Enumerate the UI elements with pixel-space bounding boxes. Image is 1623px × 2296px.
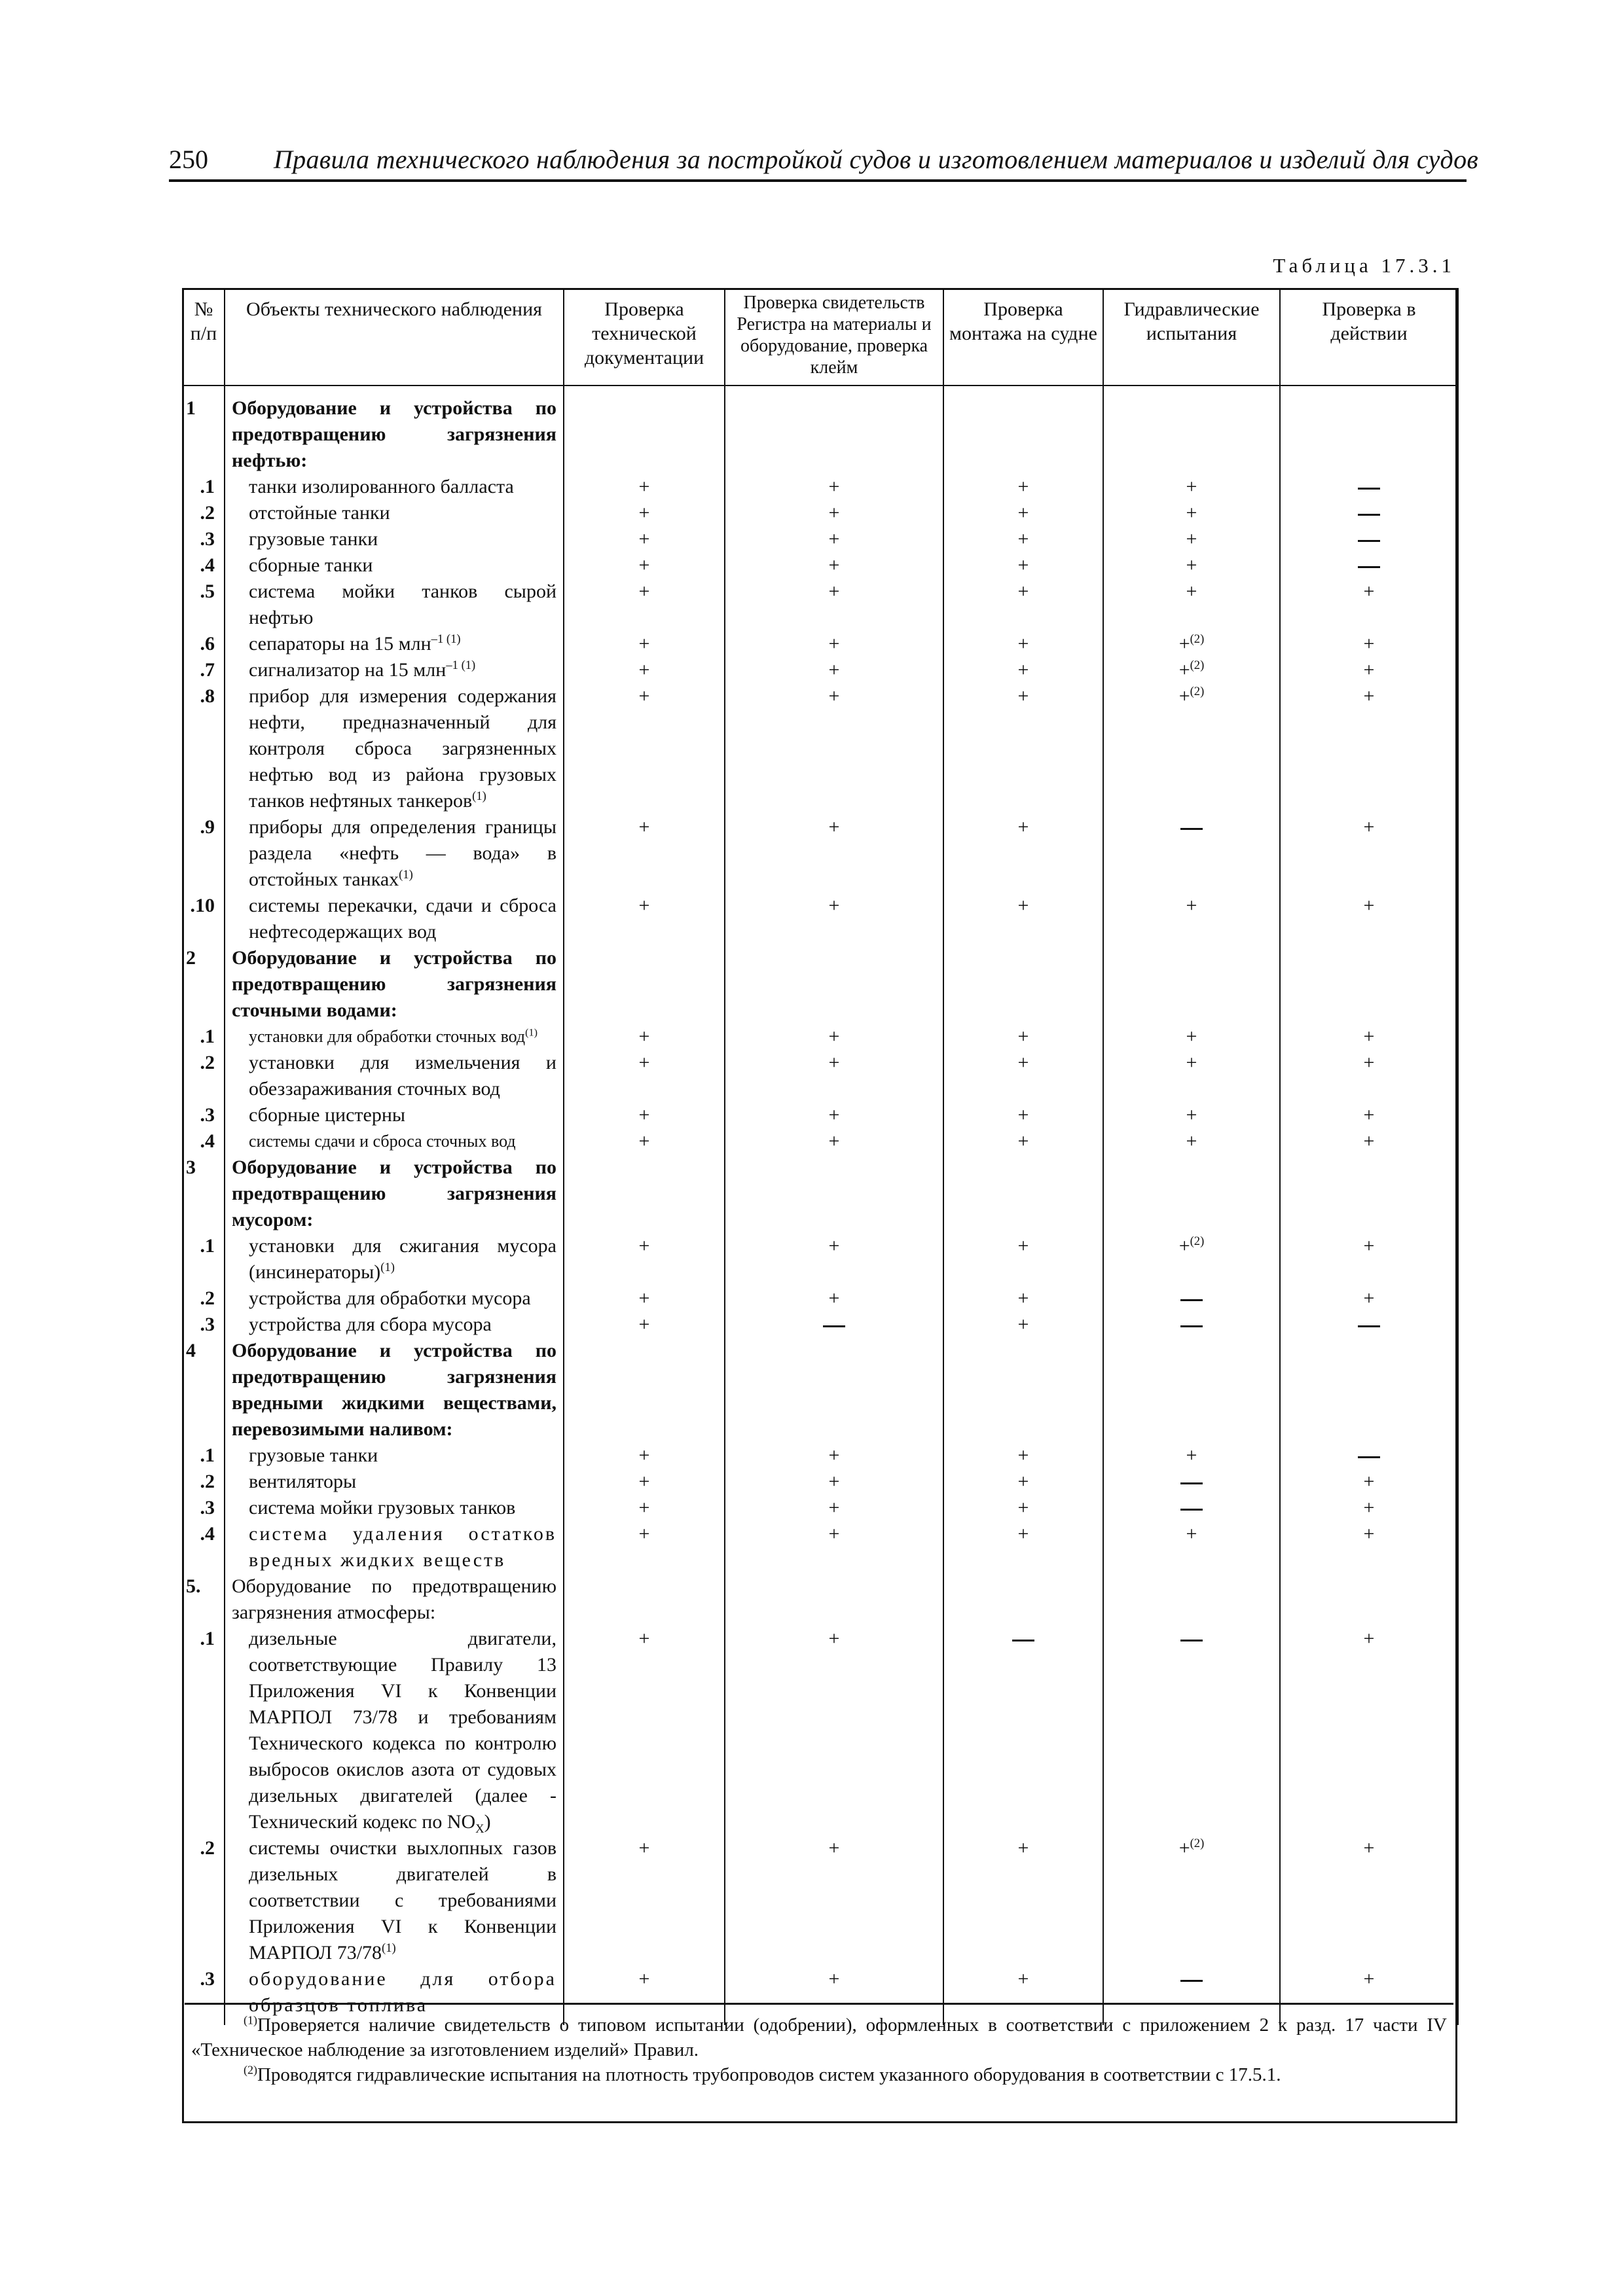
dash-mark: [1180, 1640, 1203, 1641]
check-mark: +: [564, 1835, 725, 1966]
check-mark: +: [1280, 1966, 1458, 2025]
dash-mark: [1180, 1980, 1203, 1982]
object-name: система мойки грузовых танков: [225, 1495, 564, 1521]
check-mark: +: [943, 657, 1103, 683]
check-mark: +: [725, 500, 943, 526]
check-mark: +: [943, 1050, 1103, 1102]
row-number: .3: [183, 526, 225, 552]
table-row: [183, 814, 1458, 893]
object-name: Оборудование и устройства по предотвращению загрязнения сточными водами:: [225, 945, 564, 1024]
table-row: [183, 526, 1458, 552]
check-mark: +: [564, 500, 725, 526]
check-mark: [725, 945, 943, 1024]
dash-mark: [1358, 566, 1380, 568]
check-mark: +: [564, 1102, 725, 1128]
table-row: [183, 1443, 1458, 1469]
table-row: [183, 1521, 1458, 1573]
table-row: [183, 579, 1458, 631]
check-mark: +: [564, 893, 725, 945]
check-mark: [943, 1155, 1103, 1233]
check-mark: +: [1280, 1102, 1458, 1128]
row-number: 2: [183, 945, 225, 1024]
check-mark: +: [564, 1495, 725, 1521]
object-name: системы очистки выхлопных газов дизельных двигателей в соответствии с требованиями Приложения VI к Конвенции МАРПОЛ 73/78$^{(1)}$: [225, 1835, 564, 1966]
row-number: .1: [183, 1024, 225, 1050]
check-mark: [943, 945, 1103, 1024]
row-number: .1: [183, 1443, 225, 1469]
check-mark: [1280, 386, 1458, 474]
check-mark: [1103, 1469, 1280, 1495]
table-row: [183, 552, 1458, 579]
row-number: .3: [183, 1312, 225, 1338]
footnote-1: $^{(1)}$Проверяется наличие свидетельств о типовом испытании (одобрении), оформленных в соответствии с приложением 2 к разд. 17 части IV «Техническое наблюдение за изготовлением изделий» Правил.: [191, 2013, 1447, 2060]
check-mark: [1103, 1312, 1280, 1338]
check-mark: +: [725, 1443, 943, 1469]
check-mark: +: [725, 683, 943, 814]
table-row: [183, 945, 1458, 1024]
table-row: [183, 1312, 1458, 1338]
dash-mark: [1358, 1325, 1380, 1327]
check-mark: +: [725, 1024, 943, 1050]
check-mark: +$^{(2)}$: [1103, 657, 1280, 683]
check-mark: +: [725, 1626, 943, 1835]
table-row: [183, 500, 1458, 526]
check-mark: [943, 1626, 1103, 1835]
row-number: .2: [183, 1835, 225, 1966]
object-name: Оборудование и устройства по предотвращению загрязнения мусором:: [225, 1155, 564, 1233]
table-row: [183, 657, 1458, 683]
check-mark: +: [1280, 1128, 1458, 1155]
check-mark: +: [1103, 579, 1280, 631]
check-mark: +$^{(2)}$: [1103, 631, 1280, 657]
check-mark: +: [1103, 474, 1280, 500]
check-mark: +: [1280, 1024, 1458, 1050]
check-mark: +$^{(2)}$: [1103, 1233, 1280, 1285]
check-mark: +: [943, 814, 1103, 893]
check-mark: +: [725, 1521, 943, 1573]
check-mark: +: [943, 1102, 1103, 1128]
table-row: [183, 1626, 1458, 1835]
check-mark: +: [1280, 657, 1458, 683]
col-header-hydraulic-tests: Гидравлические испытания: [1103, 289, 1280, 386]
check-mark: +: [1280, 1521, 1458, 1573]
check-mark: +: [564, 1128, 725, 1155]
running-head: [169, 139, 1479, 182]
object-name: сборные цистерны: [225, 1102, 564, 1128]
check-mark: +: [564, 657, 725, 683]
dash-mark: [1012, 1640, 1034, 1641]
check-mark: +: [943, 1521, 1103, 1573]
check-mark: +: [1103, 500, 1280, 526]
check-mark: [943, 1338, 1103, 1443]
check-mark: +: [1103, 1102, 1280, 1128]
check-mark: +: [564, 526, 725, 552]
table-row: [183, 1338, 1458, 1443]
dash-mark: [1180, 1482, 1203, 1484]
check-mark: +: [943, 1233, 1103, 1285]
dash-mark: [1180, 1509, 1203, 1511]
check-mark: [1280, 1573, 1458, 1626]
check-mark: +: [564, 631, 725, 657]
check-mark: +: [725, 474, 943, 500]
check-mark: +: [725, 893, 943, 945]
check-mark: +: [725, 1102, 943, 1128]
check-mark: +: [564, 579, 725, 631]
check-mark: +: [564, 1443, 725, 1469]
check-mark: +: [943, 500, 1103, 526]
check-mark: +: [943, 683, 1103, 814]
object-name: устройства для обработки мусора: [225, 1285, 564, 1312]
check-mark: [725, 1573, 943, 1626]
table-row: [183, 1469, 1458, 1495]
row-number: .1: [183, 1626, 225, 1835]
check-mark: +: [564, 552, 725, 579]
row-number: 5.: [183, 1573, 225, 1626]
check-mark: [564, 386, 725, 474]
row-number: .1: [183, 474, 225, 500]
object-name: приборы для определения границы раздела «нефть — вода» в отстойных танках$^{(1)}$: [225, 814, 564, 893]
object-name: системы сдачи и сброса сточных вод: [225, 1128, 564, 1155]
check-mark: [1280, 945, 1458, 1024]
object-name: сигнализатор на 15 млн$^{-1 (1)}$: [225, 657, 564, 683]
check-mark: [1103, 1155, 1280, 1233]
row-number: .5: [183, 579, 225, 631]
object-name: сепараторы на 15 млн$^{-1 (1)}$: [225, 631, 564, 657]
col-header-objects: Объекты технического наблюдения: [225, 289, 564, 386]
row-number: .8: [183, 683, 225, 814]
check-mark: +: [1103, 1024, 1280, 1050]
object-name: установки для сжигания мусора (инсинераторы)$^{(1)}$: [225, 1233, 564, 1285]
check-mark: [1103, 1626, 1280, 1835]
check-mark: [1280, 552, 1458, 579]
row-number: .2: [183, 1050, 225, 1102]
col-header-operation-check: Проверка в действии: [1280, 289, 1458, 386]
table-row: [183, 1573, 1458, 1626]
check-mark: +: [1103, 1443, 1280, 1469]
object-name: Оборудование и устройства по предотвращению загрязнения вредными жидкими веществами, перевозимыми наливом:: [225, 1338, 564, 1443]
check-mark: +: [943, 1495, 1103, 1521]
check-mark: +: [725, 1233, 943, 1285]
check-mark: +: [564, 1024, 725, 1050]
check-mark: [1103, 386, 1280, 474]
table-row: [183, 1050, 1458, 1102]
object-name: Оборудование и устройства по предотвращению загрязнения нефтью:: [225, 386, 564, 474]
row-number: .3: [183, 1102, 225, 1128]
dash-mark: [823, 1325, 845, 1327]
row-number: 1: [183, 386, 225, 474]
row-number: .6: [183, 631, 225, 657]
check-mark: +: [564, 1312, 725, 1338]
object-name: грузовые танки: [225, 526, 564, 552]
check-mark: +: [943, 474, 1103, 500]
check-mark: +: [725, 1495, 943, 1521]
check-mark: +: [564, 1966, 725, 2025]
object-name: Оборудование по предотвращению загрязнения атмосферы:: [225, 1573, 564, 1626]
check-mark: [1103, 1573, 1280, 1626]
check-mark: [1103, 814, 1280, 893]
check-mark: +: [1280, 893, 1458, 945]
check-mark: +: [725, 657, 943, 683]
check-mark: +: [725, 1469, 943, 1495]
row-number: .4: [183, 552, 225, 579]
object-name: танки изолированного балласта: [225, 474, 564, 500]
object-name: системы перекачки, сдачи и сброса нефтесодержащих вод: [225, 893, 564, 945]
row-number: .3: [183, 1966, 225, 2025]
check-mark: +: [1280, 1050, 1458, 1102]
table-row: [183, 1495, 1458, 1521]
object-name: оборудование для отбора образцов топлива: [225, 1966, 564, 2025]
check-mark: +: [1280, 579, 1458, 631]
check-mark: +: [943, 1128, 1103, 1155]
check-mark: +: [725, 1966, 943, 2025]
col-header-documentation: Проверка технической документации: [564, 289, 725, 386]
check-mark: +: [943, 526, 1103, 552]
check-mark: +: [1280, 1469, 1458, 1495]
page-number: 250: [169, 145, 208, 174]
running-title: Правила технического наблюдения за постройкой судов и изготовлением материалов и изделий для судов: [274, 145, 1479, 174]
object-name: система мойки танков сырой нефтью: [225, 579, 564, 631]
check-mark: +: [943, 1966, 1103, 2025]
row-number: .4: [183, 1128, 225, 1155]
footnote-2: $^{(2)}$Проводятся гидравлические испытания на плотность трубопроводов систем указанного оборудования в соответствии с 17.5.1.: [244, 2063, 1281, 2085]
check-mark: [943, 386, 1103, 474]
check-mark: [1280, 1155, 1458, 1233]
dash-mark: [1358, 514, 1380, 516]
table-row: [183, 1155, 1458, 1233]
check-mark: [1103, 945, 1280, 1024]
table-row: [183, 1835, 1458, 1966]
check-mark: +: [564, 683, 725, 814]
check-mark: [564, 1338, 725, 1443]
check-mark: +: [1280, 631, 1458, 657]
check-mark: [564, 1573, 725, 1626]
object-name: вентиляторы: [225, 1469, 564, 1495]
check-mark: [1280, 474, 1458, 500]
row-number: 3: [183, 1155, 225, 1233]
object-name: система удаления остатков вредных жидких веществ: [225, 1521, 564, 1573]
check-mark: +: [1103, 526, 1280, 552]
check-mark: +: [725, 1128, 943, 1155]
check-mark: [1280, 526, 1458, 552]
col-header-number: № п/п: [183, 289, 225, 386]
check-mark: +: [1103, 1521, 1280, 1573]
check-mark: +: [725, 631, 943, 657]
dash-mark: [1358, 488, 1380, 490]
check-mark: +: [943, 1469, 1103, 1495]
dash-mark: [1180, 828, 1203, 830]
table-row: [183, 1102, 1458, 1128]
check-mark: +: [564, 1521, 725, 1573]
object-name: дизельные двигатели, соответствующие Правилу 13 Приложения VI к Конвенции МАРПОЛ 73/78 и требованиям Технического кодекса по контролю выбросов окислов азота от судовых дизельных двигателей (далее - Технический кодекс по $NO_X$): [225, 1626, 564, 1835]
table-row: [183, 893, 1458, 945]
check-mark: [1280, 500, 1458, 526]
check-mark: [1280, 1312, 1458, 1338]
dash-mark: [1180, 1325, 1203, 1327]
object-name: установки для обработки сточных вод$^{(1)}$: [225, 1024, 564, 1050]
check-mark: [1280, 1443, 1458, 1469]
table-row: [183, 683, 1458, 814]
check-mark: +: [1280, 1285, 1458, 1312]
check-mark: +: [943, 1285, 1103, 1312]
footnotes: [185, 2003, 1453, 2087]
check-mark: +: [943, 552, 1103, 579]
row-number: .2: [183, 1469, 225, 1495]
table-row: [183, 1285, 1458, 1312]
check-mark: +: [1103, 1050, 1280, 1102]
check-mark: +: [943, 1443, 1103, 1469]
table-row: [183, 1233, 1458, 1285]
check-mark: +: [725, 1835, 943, 1966]
object-name: прибор для измерения содержания нефти, предназначенный для контроля сброса загрязненных нефтью вод из района грузовых танков нефтяных танкеров$^{(1)}$: [225, 683, 564, 814]
check-mark: +: [564, 1469, 725, 1495]
table-row: [183, 474, 1458, 500]
table-body: [183, 386, 1458, 2025]
object-name: устройства для сбора мусора: [225, 1312, 564, 1338]
check-mark: +$^{(2)}$: [1103, 1835, 1280, 1966]
check-mark: [725, 1338, 943, 1443]
check-mark: +: [725, 526, 943, 552]
object-name: отстойные танки: [225, 500, 564, 526]
check-mark: +: [1280, 814, 1458, 893]
check-mark: +: [1103, 1128, 1280, 1155]
check-mark: +: [725, 579, 943, 631]
check-mark: +: [1280, 1233, 1458, 1285]
check-mark: +: [725, 552, 943, 579]
check-mark: [1103, 1338, 1280, 1443]
check-mark: +: [1280, 1495, 1458, 1521]
row-number: .3: [183, 1495, 225, 1521]
table-row: [183, 631, 1458, 657]
row-number: .2: [183, 1285, 225, 1312]
check-mark: +: [943, 579, 1103, 631]
check-mark: +: [943, 1835, 1103, 1966]
check-mark: +: [564, 1626, 725, 1835]
table-row: [183, 1024, 1458, 1050]
row-number: 4: [183, 1338, 225, 1443]
check-mark: +: [943, 1024, 1103, 1050]
dash-mark: [1358, 1456, 1380, 1458]
dash-mark: [1358, 540, 1380, 542]
check-mark: +: [1103, 893, 1280, 945]
check-mark: +: [1280, 683, 1458, 814]
check-mark: [725, 1312, 943, 1338]
check-mark: +: [1280, 1835, 1458, 1966]
check-mark: +: [725, 814, 943, 893]
check-mark: [564, 945, 725, 1024]
inspection-table: [182, 288, 1459, 2025]
row-number: .7: [183, 657, 225, 683]
col-header-installation: Проверка монтажа на судне: [943, 289, 1103, 386]
check-mark: [725, 1155, 943, 1233]
check-mark: [1103, 1495, 1280, 1521]
table-caption: Таблица 17.3.1: [1273, 254, 1455, 277]
object-name: грузовые танки: [225, 1443, 564, 1469]
check-mark: [1103, 1285, 1280, 1312]
table-row: [183, 1128, 1458, 1155]
check-mark: +: [943, 631, 1103, 657]
row-number: .9: [183, 814, 225, 893]
col-header-certificates: Проверка свидетельств Регистра на материалы и оборудование, проверка клейм: [725, 289, 943, 386]
check-mark: +: [725, 1285, 943, 1312]
check-mark: +: [725, 1050, 943, 1102]
check-mark: +: [1103, 552, 1280, 579]
row-number: .4: [183, 1521, 225, 1573]
object-name: сборные танки: [225, 552, 564, 579]
row-number: .1: [183, 1233, 225, 1285]
row-number: .2: [183, 500, 225, 526]
check-mark: +: [564, 1285, 725, 1312]
object-name: установки для измельчения и обеззараживания сточных вод: [225, 1050, 564, 1102]
check-mark: +$^{(2)}$: [1103, 683, 1280, 814]
check-mark: +: [943, 893, 1103, 945]
check-mark: [725, 386, 943, 474]
row-number: .10: [183, 893, 225, 945]
dash-mark: [1180, 1299, 1203, 1301]
check-mark: +: [1280, 1626, 1458, 1835]
table-header-row: [183, 289, 1458, 386]
check-mark: +: [564, 1050, 725, 1102]
check-mark: +: [564, 474, 725, 500]
table-row: [183, 386, 1458, 474]
check-mark: [943, 1573, 1103, 1626]
check-mark: [1280, 1338, 1458, 1443]
check-mark: +: [564, 1233, 725, 1285]
check-mark: +: [943, 1312, 1103, 1338]
check-mark: [564, 1155, 725, 1233]
check-mark: +: [564, 814, 725, 893]
